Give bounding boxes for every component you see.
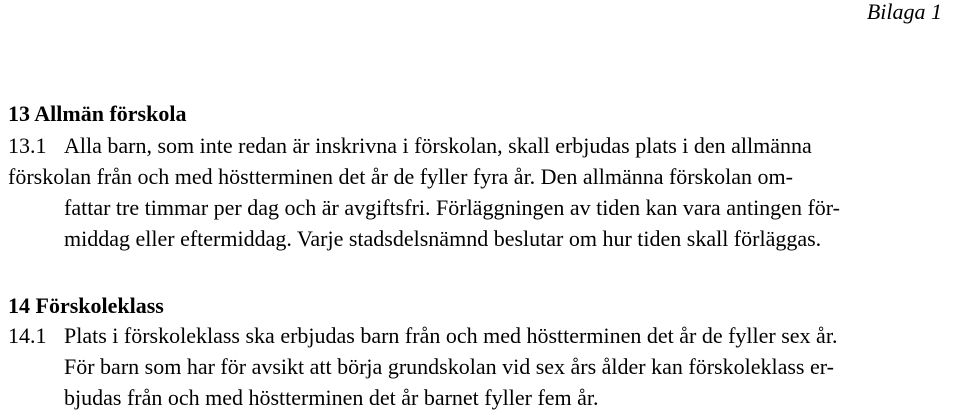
paragraph-line: middag eller eftermiddag. Varje stadsdelsnämnd beslutar om hur tiden skall förläggas. — [64, 226, 822, 251]
paragraph-13-1 — [8, 130, 938, 254]
paragraph-14-1 — [8, 320, 938, 413]
paragraph-line: förskolan från och med höstterminen det år de fyller fyra år. Den allmänna förskolan om- — [8, 164, 793, 189]
section-heading: 14 Förskoleklass — [8, 293, 164, 318]
paragraph-line: 14.1 Plats i förskoleklass ska erbjudas barn från och med höstterminen det år de fyller sex år. — [8, 320, 938, 351]
paragraph-line: fattar tre timmar per dag och är avgiftsfri. Förläggningen av tiden kan vara antingen för- — [64, 195, 840, 220]
paragraph-number: 13.1 — [8, 133, 47, 158]
section-heading: 13 Allmän förskola — [8, 101, 187, 126]
paragraph-line: bjudas från och med höstterminen det år barnet fyller fem år. — [64, 385, 599, 410]
section-14 — [8, 294, 938, 413]
section-13 — [8, 102, 938, 254]
paragraph-number: 14.1 — [8, 323, 47, 348]
paragraph-line: 13.1 Alla barn, som inte redan är inskrivna i förskolan, skall erbjudas plats i den allmänna — [8, 130, 938, 161]
paragraph-line: För barn som har för avsikt att börja grundskolan vid sex års ålder kan förskoleklass er- — [64, 354, 834, 379]
page-label: Bilaga 1 — [866, 0, 942, 24]
